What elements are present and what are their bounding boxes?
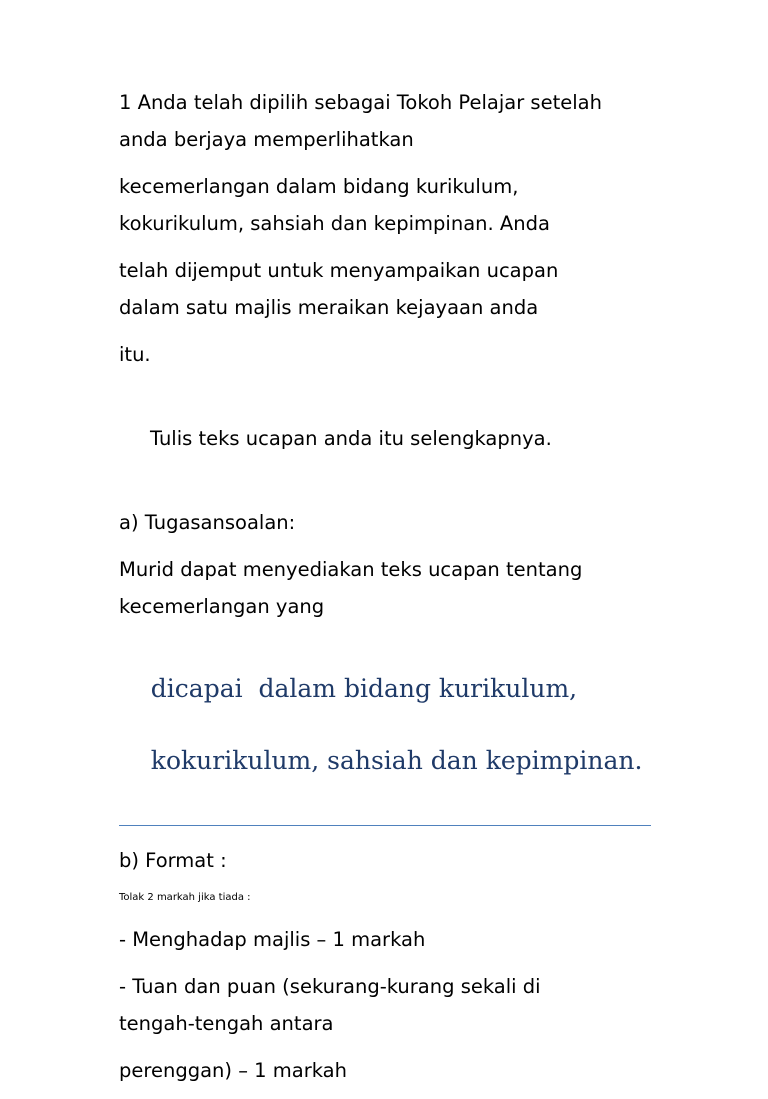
text-line: perenggan) – 1 markah bbox=[119, 1059, 347, 1082]
text-line: dalam satu majlis meraikan kejayaan anda bbox=[119, 296, 539, 319]
text-line: kecemerlangan dalam bidang kurikulum, bbox=[119, 175, 519, 198]
text-line: Tulis teks ucapan anda itu selengkapnya. bbox=[143, 427, 552, 450]
heading-line: dicapai dalam bidang kurikulum, bbox=[150, 674, 578, 703]
small-note bbox=[119, 891, 679, 905]
question-paragraph-3 bbox=[119, 252, 679, 326]
text-line: - Menghadap majlis – 1 markah bbox=[119, 928, 426, 951]
text-line: - Tuan dan puan (sekurang-kurang sekali di bbox=[119, 975, 541, 998]
text-line: Tolak 2 markah jika tiada : bbox=[119, 892, 251, 903]
text-line: telah dijemput untuk menyampaikan ucapan bbox=[119, 259, 559, 282]
task-label bbox=[119, 504, 679, 541]
text-line: anda berjaya memperlihatkan bbox=[119, 128, 414, 151]
text-line: kecemerlangan yang bbox=[119, 595, 325, 618]
format-item-1 bbox=[119, 921, 679, 958]
format-label bbox=[119, 842, 679, 879]
format-item-2 bbox=[119, 968, 679, 1042]
heading-line: kokurikulum, sahsiah dan kepimpinan. bbox=[150, 746, 643, 775]
text-line: tengah-tengah antara bbox=[119, 1012, 334, 1035]
text-line: b) Format : bbox=[119, 849, 227, 872]
format-item-2-continued bbox=[119, 1052, 679, 1089]
question-paragraph-4 bbox=[119, 336, 679, 373]
task-paragraph bbox=[119, 551, 679, 625]
document-page bbox=[119, 84, 679, 1099]
text-line: a) Tugasansoalan: bbox=[119, 511, 296, 534]
question-paragraph-1 bbox=[119, 84, 679, 158]
text-line: itu. bbox=[119, 343, 151, 366]
text-line: 1 Anda telah dipilih sebagai Tokoh Pelajar setelah bbox=[119, 91, 602, 114]
instruction-paragraph bbox=[119, 383, 679, 494]
text-line: Murid dapat menyediakan teks ucapan tentang bbox=[119, 558, 583, 581]
styled-heading bbox=[119, 635, 651, 826]
question-paragraph-2 bbox=[119, 168, 679, 242]
text-line: kokurikulum, sahsiah dan kepimpinan. Anda bbox=[119, 212, 550, 235]
